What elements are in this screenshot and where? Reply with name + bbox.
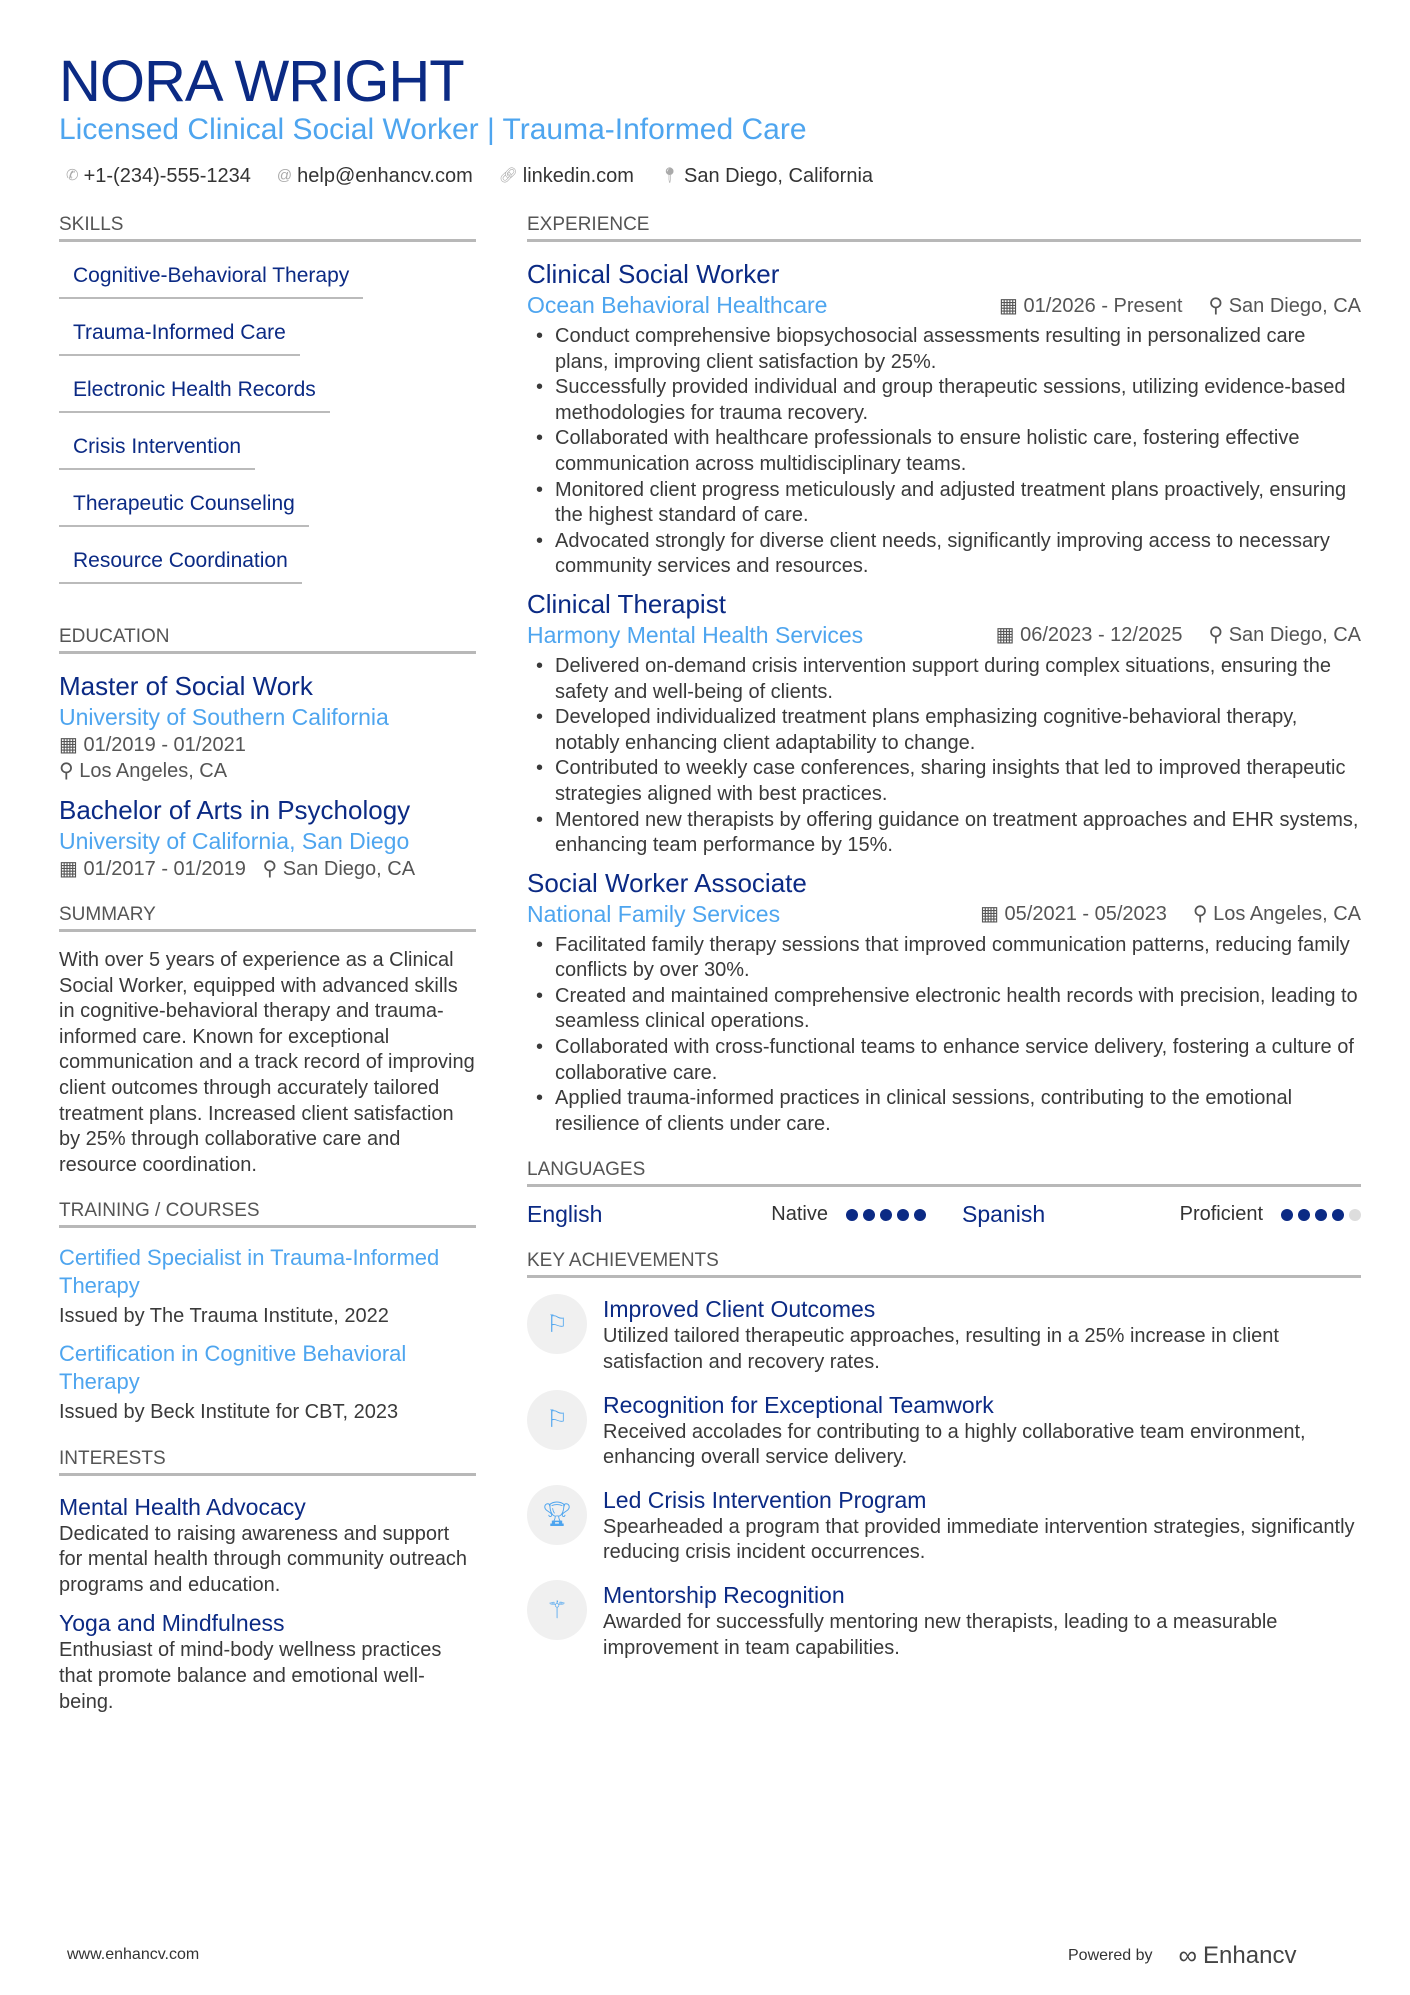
achievement-item: [527, 1390, 1361, 1471]
company: Ocean Behavioral Healthcare: [527, 292, 828, 318]
location-pin-icon: ⚲: [59, 760, 74, 782]
dates: 05/2021 - 05/2023: [1004, 903, 1167, 926]
achievement-text: Awarded for successfully mentoring new therapists, leading to a measurable improvement in team capabilities.: [603, 1611, 1278, 1659]
job-entry: [527, 588, 1361, 859]
section-heading-interests: INTERESTS: [59, 1448, 476, 1476]
trophy-icon: 🏆︎: [527, 1485, 587, 1545]
footer-website[interactable]: www.enhancv.com: [67, 1946, 200, 1963]
interest-text: Dedicated to raising awareness and support for mental health through community outreach programs and education.: [59, 1522, 467, 1596]
job-role: Social Worker Associate: [527, 867, 807, 898]
education-item: [59, 794, 476, 882]
education-item: [59, 670, 476, 784]
at-icon: @: [276, 167, 293, 184]
skill-tag: Cognitive-Behavioral Therapy: [59, 258, 363, 299]
bullet: • Applied trauma-informed practices in clinical sessions, contributing to the emotional resilience of clients under care.: [527, 1086, 1361, 1137]
rating-dot: [863, 1209, 875, 1221]
language-item: [962, 1201, 1361, 1228]
contact-text: San Diego, California: [684, 165, 874, 187]
achievement-title: Improved Client Outcomes: [603, 1296, 876, 1323]
bullet: • Developed individualized treatment plans emphasizing cognitive-behavioral therapy, notably enhancing client adaptability to change.: [527, 705, 1361, 756]
contact-text: help@enhancv.com: [297, 165, 473, 187]
brand-name: Enhancv: [1203, 1941, 1297, 1969]
job-bullets: [527, 654, 1361, 859]
bullet: • Delivered on-demand crisis intervention support during complex situations, ensuring the safety and well-being of clients.: [527, 654, 1361, 705]
contact-bar: [66, 163, 873, 189]
interest-item: [59, 1608, 476, 1715]
job-bullets: [527, 933, 1361, 1138]
calendar-icon: ▦: [59, 858, 78, 880]
bullet: • Facilitated family therapy sessions that improved communication patterns, reducing family conflicts by over 30%.: [527, 933, 1361, 984]
rating-dot: [1349, 1209, 1361, 1221]
contact-text: linkedin.com: [522, 165, 634, 187]
section-heading-skills: SKILLS: [59, 214, 476, 242]
dates: 01/2017 - 01/2019: [83, 858, 246, 880]
bullet: • Advocated strongly for diverse client needs, significantly improving access to necessary community services and resources.: [527, 529, 1361, 580]
rating-dot: [1332, 1209, 1344, 1221]
flag-icon: ⚐: [527, 1294, 587, 1354]
achievement-item: [527, 1580, 1361, 1661]
section-heading-education: EDUCATION: [59, 626, 476, 654]
powered-by-label: Powered by: [1068, 1946, 1153, 1964]
calendar-icon: ▦: [59, 734, 78, 756]
skill-tag: Resource Coordination: [59, 543, 302, 584]
language-rating: [1281, 1209, 1361, 1221]
magic-wand-icon: ⚚: [527, 1580, 587, 1640]
location-pin-icon: ⚲: [1208, 624, 1224, 647]
skills-list: [59, 258, 476, 600]
section-heading-experience: EXPERIENCE: [527, 214, 1361, 242]
language-level: Native: [771, 1203, 828, 1226]
contact-linkedin[interactable]: [499, 163, 634, 189]
interest-title: Yoga and Mindfulness: [59, 1610, 285, 1637]
language-level: Proficient: [1179, 1203, 1263, 1226]
rating-dot: [1315, 1209, 1327, 1221]
training-item: [59, 1244, 476, 1330]
bullet: • Collaborated with healthcare professionals to ensure holistic care, fostering effective communication across multidisciplinary teams.: [527, 426, 1361, 477]
bullet: • Contributed to weekly case conferences, sharing insights that led to improved therapeutic strategies aligned with best practices.: [527, 756, 1361, 807]
skill-tag: Therapeutic Counseling: [59, 486, 309, 527]
footer-branding: [1068, 1940, 1296, 1971]
flag-icon: ⚐: [527, 1390, 587, 1450]
section-heading-languages: LANGUAGES: [527, 1159, 1361, 1187]
training-title: Certified Specialist in Trauma-Informed Therapy: [59, 1245, 440, 1299]
job-bullets: [527, 324, 1361, 580]
languages-list: [527, 1201, 1361, 1228]
calendar-icon: ▦: [995, 624, 1015, 647]
degree: Master of Social Work: [59, 671, 313, 701]
bullet: • Monitored client progress meticulously and adjusted treatment plans proactively, ensuring the highest standard of care.: [527, 478, 1361, 529]
section-heading-achievements: KEY ACHIEVEMENTS: [527, 1250, 1361, 1278]
location: San Diego, CA: [282, 858, 416, 880]
achievement-text: Utilized tailored therapeutic approaches, resulting in a 25% increase in client satisfaction and recovery rates.: [603, 1325, 1279, 1374]
location: Los Angeles, CA: [1213, 903, 1361, 926]
achievement-text: Received accolades for contributing to a highly collaborative team environment, enhancing overall service delivery.: [603, 1420, 1306, 1469]
training-issuer: Issued by The Trauma Institute, 2022: [59, 1305, 389, 1328]
achievements-list: [527, 1294, 1361, 1661]
candidate-name: NORA WRIGHT: [59, 49, 464, 114]
bullet: • Conduct comprehensive biopsychosocial assessments resulting in personalized care plans, improving client satisfaction by 25%.: [527, 324, 1361, 375]
rating-dot: [1298, 1209, 1310, 1221]
location: San Diego, CA: [1228, 294, 1361, 317]
bullet: • Collaborated with cross-functional teams to enhance service delivery, fostering a culture of collaborative care.: [527, 1035, 1361, 1086]
location-pin-icon: 📍︎: [659, 167, 680, 184]
achievement-item: [527, 1294, 1361, 1375]
contact-text: +1-(234)-555-1234: [83, 165, 251, 187]
rating-dot: [846, 1209, 858, 1221]
dates: 01/2019 - 01/2021: [83, 734, 246, 756]
location: San Diego, CA: [1228, 624, 1361, 647]
training-issuer: Issued by Beck Institute for CBT, 2023: [59, 1400, 399, 1423]
left-column: [59, 214, 476, 1725]
bullet: • Successfully provided individual and group therapeutic sessions, utilizing evidence-based methodologies for trauma recovery.: [527, 375, 1361, 426]
degree: Bachelor of Arts in Psychology: [59, 795, 411, 825]
interest-title: Mental Health Advocacy: [59, 1493, 306, 1520]
school: University of Southern California: [59, 704, 389, 730]
training-title: Certification in Cognitive Behavioral Therapy: [59, 1340, 407, 1394]
right-column: [527, 214, 1361, 1675]
skill-tag: Trauma-Informed Care: [59, 315, 300, 356]
dates: 01/2026 - Present: [1023, 294, 1183, 317]
company: National Family Services: [527, 900, 781, 927]
rating-dot: [914, 1209, 926, 1221]
contact-phone: [66, 163, 251, 189]
enhancv-logo: ∞ Enhancv: [1178, 1940, 1297, 1970]
job-role: Clinical Therapist: [527, 588, 726, 619]
interest-item: [59, 1492, 476, 1599]
location: Los Angeles, CA: [79, 760, 228, 782]
company: Harmony Mental Health Services: [527, 621, 864, 648]
rating-dot: [1281, 1209, 1293, 1221]
bullet: • Created and maintained comprehensive electronic health records with precision, leading to seamless clinical operations.: [527, 984, 1361, 1035]
location-pin-icon: ⚲: [1208, 294, 1224, 317]
contact-location: [660, 163, 873, 189]
achievement-title: Recognition for Exceptional Teamwork: [603, 1391, 994, 1418]
job-role: Clinical Social Worker: [527, 259, 780, 289]
job-entry: [527, 867, 1361, 1138]
achievement-title: Mentorship Recognition: [603, 1582, 845, 1608]
contact-email[interactable]: [277, 163, 473, 189]
language-name: English: [527, 1201, 603, 1228]
calendar-icon: ▦: [980, 903, 999, 926]
section-heading-summary: SUMMARY: [59, 904, 476, 932]
school: University of California, San Diego: [59, 828, 410, 854]
language-name: Spanish: [962, 1201, 1046, 1228]
language-item: [527, 1201, 926, 1228]
achievement-title: Led Crisis Intervention Program: [603, 1486, 927, 1513]
rating-dot: [880, 1209, 892, 1221]
rating-dot: [897, 1209, 909, 1221]
link-icon: 🔗︎: [498, 167, 518, 184]
skill-tag: Electronic Health Records: [59, 372, 330, 413]
achievement-item: [527, 1485, 1361, 1566]
phone-icon: ✆: [66, 167, 79, 184]
language-rating: [846, 1209, 926, 1221]
location-pin-icon: ⚲: [1192, 903, 1208, 926]
skill-tag: Crisis Intervention: [59, 429, 255, 470]
summary-text: With over 5 years of experience as a Clinical Social Worker, equipped with advanced skills in cognitive-behavioral therapy and trauma-informed care. Known for exceptional communication and a track record of improving client outcomes through accurately tailored treatment plans. Increased client satisfaction by 25% through collaborative care and resource coordination.: [59, 949, 475, 1176]
bullet: • Mentored new therapists by offering guidance on treatment approaches and EHR systems, enhancing team performance by 15%.: [527, 808, 1361, 859]
training-item: [59, 1340, 476, 1426]
calendar-icon: ▦: [999, 294, 1018, 317]
dates: 06/2023 - 12/2025: [1020, 624, 1183, 647]
achievement-text: Spearheaded a program that provided immediate intervention strategies, significantly reducing crisis incident occurrences.: [603, 1515, 1355, 1564]
section-heading-training: TRAINING / COURSES: [59, 1200, 476, 1228]
interest-text: Enthusiast of mind-body wellness practices that promote balance and emotional well-being.: [59, 1639, 442, 1713]
candidate-title: Licensed Clinical Social Worker | Trauma-Informed Care: [59, 113, 807, 146]
location-pin-icon: ⚲: [262, 858, 278, 880]
job-entry: [527, 258, 1361, 580]
